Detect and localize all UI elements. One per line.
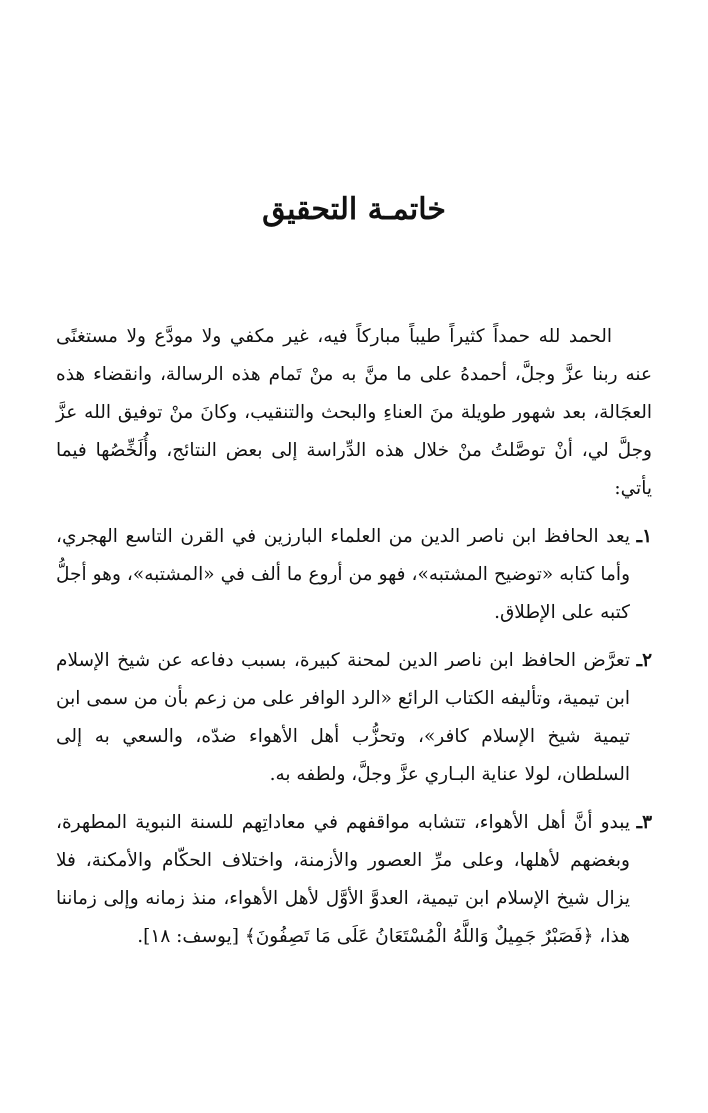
list-item-number: ١ـ: [636, 526, 652, 547]
list-item: [56, 518, 652, 632]
verse-reference: [يوسف: ١٨].: [137, 926, 239, 947]
list-item-text: تعرَّض الحافظ ابن ناصر الدين لمحنة كبيرة، بسبب دفاعه عن شيخ الإسلام ابن تيمية، وتأليفه الكتاب الرائع «الرد الوافر على من زعم بأن من سمى ابن تيمية شيخ الإسلام كافر»، وتحزُّب أهل الأهواء ضدّه، والسعي به إلى السلطان، لولا عناية البـاري عزَّ وجلَّ، ولطفه به.: [56, 650, 630, 785]
list-item-number: ٣ـ: [636, 812, 652, 833]
list-item: [56, 804, 652, 956]
page-title: خاتمـة التحقيق: [262, 192, 446, 227]
list-item-text-block: [56, 804, 630, 956]
list-item-number: ٢ـ: [636, 650, 652, 671]
quran-verse: ﴿فَصَبْرٌ جَمِيلٌ وَاللَّهُ الْمُسْتَعَانُ عَلَى مَا تَصِفُونَ﴾: [244, 926, 594, 947]
list-item-text: يبدو أنَّ أهل الأهواء، تتشابه مواقفهم في معاداتِهم للسنة النبوية المطهرة، وبغضهم لأهلها، وعلى مرِّ العصور والأزمنة، واختلاف الحكّام والأمكنة، فلا يزال شيخ الإسلام ابن تيمية، العدوَّ الأوَّل لأهل الأهواء، منذ زمانه وإلى زماننا هذا،: [56, 812, 630, 947]
conclusion-list: [56, 518, 652, 956]
list-item-text: يعد الحافظ ابن ناصر الدين من العلماء البارزين في القرن التاسع الهجري، وأما كتابه «توضيح المشتبه»، فهو من أروع ما ألف في «المشتبه»، وهو أجلُّ كتبه على الإطلاق.: [56, 526, 630, 623]
intro-paragraph: الحمد لله حمداً كثيراً طيباً مباركاً فيه، غير مكفي ولا مودَّع ولا مستغنًى عنه ربنا عزَّ وجلَّ، أحمدهُ على ما منَّ به منْ تَمام هذه الرسالة، وانقضاء هذه العجَالة، بعد شهور طويلة منَ العناءِ والبحث والتنقيب، وكانَ منْ توفيق الله عزَّ وجلَّ لي، أنْ توصَّلتُ منْ خلال هذه الدِّراسة إلى بعض النتائج، وأُلَخِّصُها فيما يأتي:: [56, 326, 652, 499]
page-content: [56, 318, 652, 966]
list-item: [56, 642, 652, 794]
